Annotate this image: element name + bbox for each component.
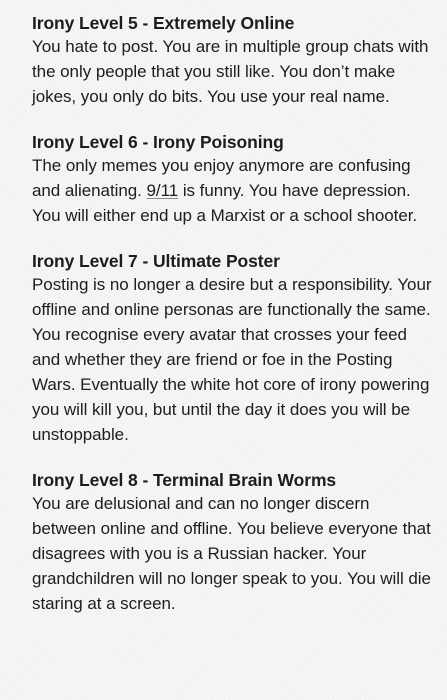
section-heading: Irony Level 6 - Irony Poisoning — [32, 132, 284, 152]
irony-level-8-section — [32, 469, 433, 616]
irony-level-7-section — [32, 250, 433, 447]
section-body: You are delusional and can no longer discern between online and offline. You believe everyone that disagrees with you is a Russian hacker. Your grandchildren will no longer speak to you. You will die staring at a screen. — [32, 494, 431, 613]
irony-level-5-section — [32, 12, 433, 109]
date-link[interactable]: 9/11 — [146, 181, 179, 200]
section-heading: Irony Level 5 - Extremely Online — [32, 13, 295, 33]
section-body: You hate to post. You are in multiple group chats with the only people that you still like. You don’t make jokes, you only do bits. You use your real name. — [32, 37, 429, 106]
section-body — [32, 153, 433, 228]
section-heading: Irony Level 8 - Terminal Brain Worms — [32, 470, 337, 490]
section-body: Posting is no longer a desire but a responsibility. Your offline and online personas are functionally the same. You recognise every avatar that crosses your feed and whether they are friend or foe in the Posting Wars. Eventually the white hot core of irony powering you will kill you, but until the day it does you will be unstoppable. — [32, 275, 432, 444]
irony-level-6-section — [32, 131, 433, 228]
section-heading: Irony Level 7 - Ultimate Poster — [32, 251, 280, 271]
body-text-part: is funny. You have depression. You will either end up a Marxist or a school shooter. — [32, 181, 418, 225]
body-text-part: The only memes you enjoy anymore are confusing and alienating. — [32, 156, 411, 200]
